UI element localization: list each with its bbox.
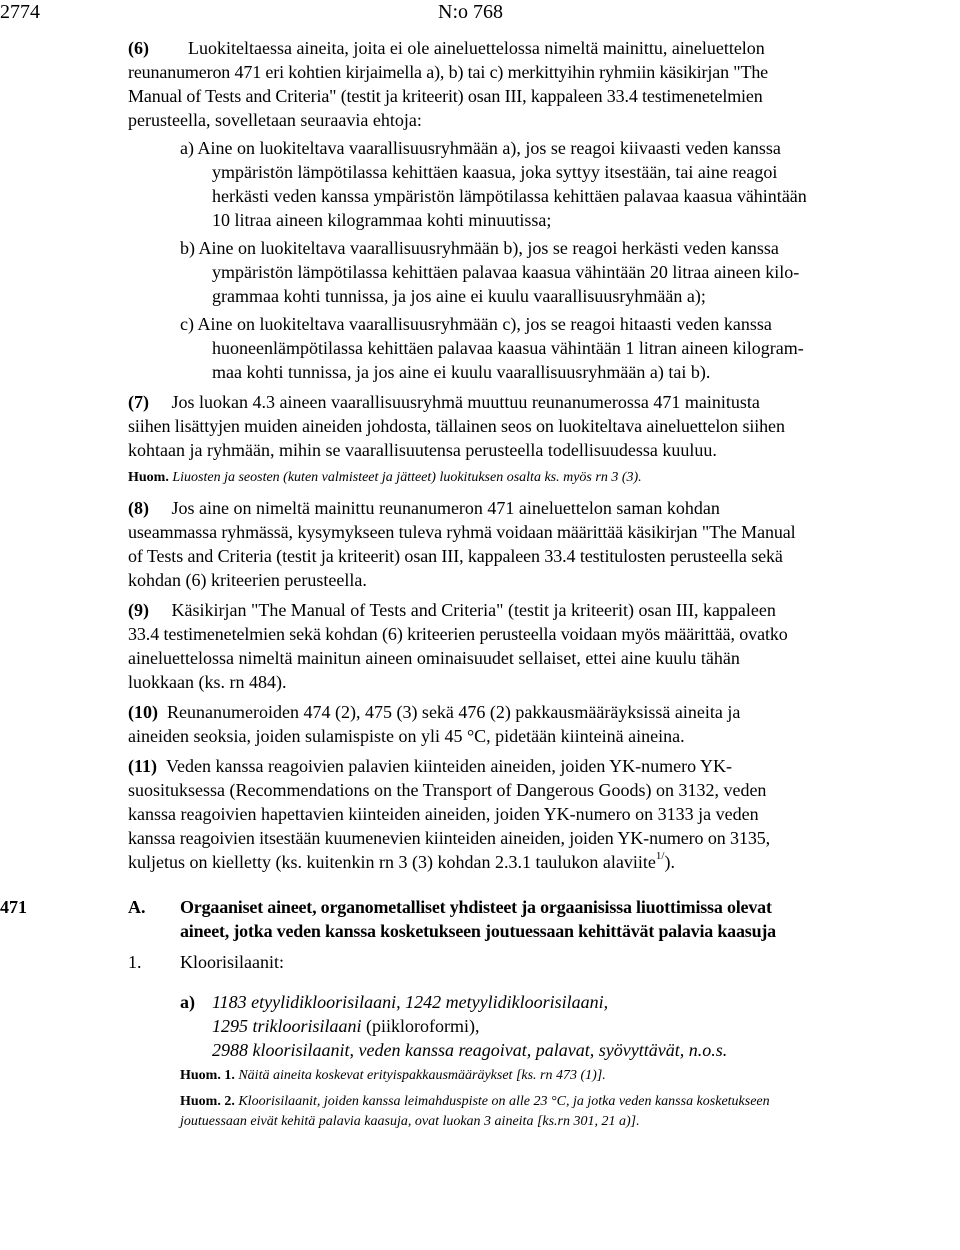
p11-text-5-end: ).	[664, 852, 675, 872]
p11-line-5	[128, 850, 675, 874]
substance-line-1: 1183 etyylidikloorisilaani, 1242 metyylidikloorisilaani,	[212, 992, 609, 1012]
p6-item-b-3: grammaa kohti tunnissa, ja jos aine ei kuulu vaarallisuusryhmään a);	[212, 286, 706, 306]
footnote-ref: 1/	[655, 850, 665, 862]
substance-1295-alias: (piikloroformi),	[361, 1016, 480, 1036]
p9-text-1: Käsikirjan "The Manual of Tests and Criteria" (testit ja kriteerit) osan III, kappaleen	[171, 600, 776, 620]
p8-text-1: Jos aine on nimeltä mainittu reunanumeron 471 aineluettelon saman kohdan	[171, 498, 720, 518]
p10-text-1: Reunanumeroiden 474 (2), 475 (3) sekä 476 (2) pakkausmääräyksissä aineita ja	[167, 702, 741, 722]
section-letter: A.	[128, 897, 146, 917]
marginal-number: 471	[0, 897, 27, 917]
issue-number: N:o 768	[438, 1, 503, 23]
sub-label-a: a)	[180, 992, 195, 1012]
p8-line-2: useammassa ryhmässä, kysymykseen tuleva ryhmä voidaan määrittää käsikirjan "The Manual	[128, 522, 796, 542]
p6-line-4: perusteella, sovelletaan seuraavia ehtoja:	[128, 110, 422, 130]
substance-line-3: 2988 kloorisilaanit, veden kanssa reagoivat, palavat, syövyttävät, n.o.s.	[212, 1040, 728, 1060]
p7-line-1	[128, 390, 760, 414]
p6-item-b-1: b) Aine on luokiteltava vaarallisuusryhmään b), jos se reagoi herkästi veden kanssa	[180, 238, 779, 258]
p11-line-1	[128, 754, 732, 778]
p8-line-1	[128, 496, 720, 520]
p7-text-1: Jos luokan 4.3 aineen vaarallisuusryhmä muuttuu reunanumerossa 471 mainitusta	[171, 392, 760, 412]
p8-line-4: kohdan (6) kriteerien perusteella.	[128, 570, 367, 590]
p7-line-2: siihen lisättyjen muiden aineiden johdosta, tällainen seos on luokiteltava aineluettelon siihen	[128, 416, 785, 436]
substance-1295: 1295 trikloorisilaani	[212, 1016, 362, 1036]
p6-item-c-3: maa kohti tunnissa, ja jos aine ei kuulu vaarallisuusryhmään a) tai b).	[212, 362, 711, 382]
huom-1-text: Näitä aineita koskevat erityispakkausmääräykset [ks. rn 473 (1)].	[238, 1068, 606, 1083]
p9-label: (9)	[128, 600, 149, 620]
p6-line-3: Manual of Tests and Criteria" (testit ja kriteerit) osan III, kappaleen 33.4 testimenetelmien	[128, 86, 763, 106]
p6-item-c-1: c) Aine on luokiteltava vaarallisuusryhmään c), jos se reagoi hitaasti veden kanssa	[180, 314, 772, 334]
p9-line-3: aineluettelossa nimeltä mainitun aineen ominaisuudet sellaiset, ettei aine kuulu tähän	[128, 648, 740, 668]
p7-line-3: kohtaan ja ryhmään, mihin se vaarallisuutensa perusteella todellisuudessa kuuluu.	[128, 440, 717, 460]
p6-item-a-2: ympäristön lämpötilassa kehittäen kaasua, joka syttyy itsestään, tai aine reagoi	[212, 162, 778, 182]
p10-line-1	[128, 700, 740, 724]
p6-text-1: Luokiteltaessa aineita, joita ei ole aineluettelossa nimeltä mainittu, aineluettelon	[188, 38, 765, 58]
huom-2-text-1: Kloorisilaanit, joiden kanssa leimahduspiste on alle 23 °C, ja jotka veden kanssa kosketukseen	[238, 1094, 770, 1109]
p6-label: (6)	[128, 38, 149, 58]
p8-line-3: of Tests and Criteria (testit ja kriteerit) osan III, kappaleen 33.4 testitulosten perusteella sekä	[128, 546, 783, 566]
huom-2	[180, 1092, 770, 1112]
huom-2-label: Huom. 2.	[180, 1094, 235, 1109]
p9-line-1	[128, 598, 776, 622]
p10-line-2: aineiden seoksia, joiden sulamispiste on yli 45 °C, pidetään kiinteinä aineina.	[128, 726, 685, 746]
p11-text-1: Veden kanssa reagoivien palavien kiinteiden aineiden, joiden YK-numero YK-	[166, 756, 732, 776]
p8-label: (8)	[128, 498, 149, 518]
p6-item-b-2: ympäristön lämpötilassa kehittäen palavaa kaasua vähintään 20 litraa aineen kilo-	[212, 262, 800, 282]
huom-text: Liuosten ja seosten (kuten valmisteet ja jätteet) luokituksen osalta ks. myös rn 3 (3).	[172, 470, 642, 485]
p6-line-1	[128, 36, 958, 60]
p9-line-2: 33.4 testimenetelmien sekä kohdan (6) kriteerien perusteella voidaan myös määrittää, ovatko	[128, 624, 788, 644]
huom-1-label: Huom. 1.	[180, 1068, 235, 1083]
p11-label: (11)	[128, 756, 157, 776]
p11-line-4: kanssa reagoivien itsestään kuumenevien kiinteiden aineiden, joiden YK-numero on 3135,	[128, 828, 771, 848]
huom-label: Huom.	[128, 470, 169, 485]
p6-item-a-4: 10 litraa aineen kilogrammaa kohti minuutissa;	[212, 210, 552, 230]
p11-text-5: kuljetus on kielletty (ks. kuitenkin rn 3 (3) kohdan 2.3.1 taulukon alaviite	[128, 852, 656, 872]
p6-line-2: reunanumeron 471 eri kohtien kirjaimella a), b) tai c) merkittyihin ryhmiin käsikirjan "The	[128, 62, 769, 82]
item-title: Kloorisilaanit:	[180, 952, 284, 972]
substance-line-2	[212, 1014, 480, 1038]
p10-label: (10)	[128, 702, 158, 722]
p6-item-a-1: a) Aine on luokiteltava vaarallisuusryhmään a), jos se reagoi kiivaasti veden kanssa	[180, 138, 781, 158]
p9-line-4: luokkaan (ks. rn 484).	[128, 672, 287, 692]
p6-item-c-2: huoneenlämpötilassa kehittäen palavaa kaasua vähintään 1 litran aineen kilogram-	[212, 338, 804, 358]
huom-1	[180, 1066, 606, 1086]
page-number: 2774	[0, 1, 40, 23]
p6-item-a-3: herkästi veden kanssa ympäristön lämpötilassa kehittäen palavaa kaasua vähintään	[212, 186, 807, 206]
p11-line-2: suosituksessa (Recommendations on the Transport of Dangerous Goods) on 3132, veden	[128, 780, 767, 800]
section-title-2: aineet, jotka veden kanssa kosketukseen joutuessaan kehittävät palavia kaasuja	[180, 921, 776, 941]
section-title-1: Orgaaniset aineet, organometalliset yhdisteet ja orgaanisissa liuottimissa olevat	[180, 897, 772, 917]
huom-2-text-2: joutuessaan eivät kehitä palavia kaasuja, ovat luokan 3 aineita [ks.rn 301, 21 a)].	[180, 1114, 640, 1129]
p11-line-3: kanssa reagoivien hapettavien kiinteiden aineiden, joiden YK-numero on 3133 ja veden	[128, 804, 759, 824]
item-number: 1.	[128, 952, 142, 972]
huom-note	[128, 468, 642, 488]
p7-label: (7)	[128, 392, 149, 412]
